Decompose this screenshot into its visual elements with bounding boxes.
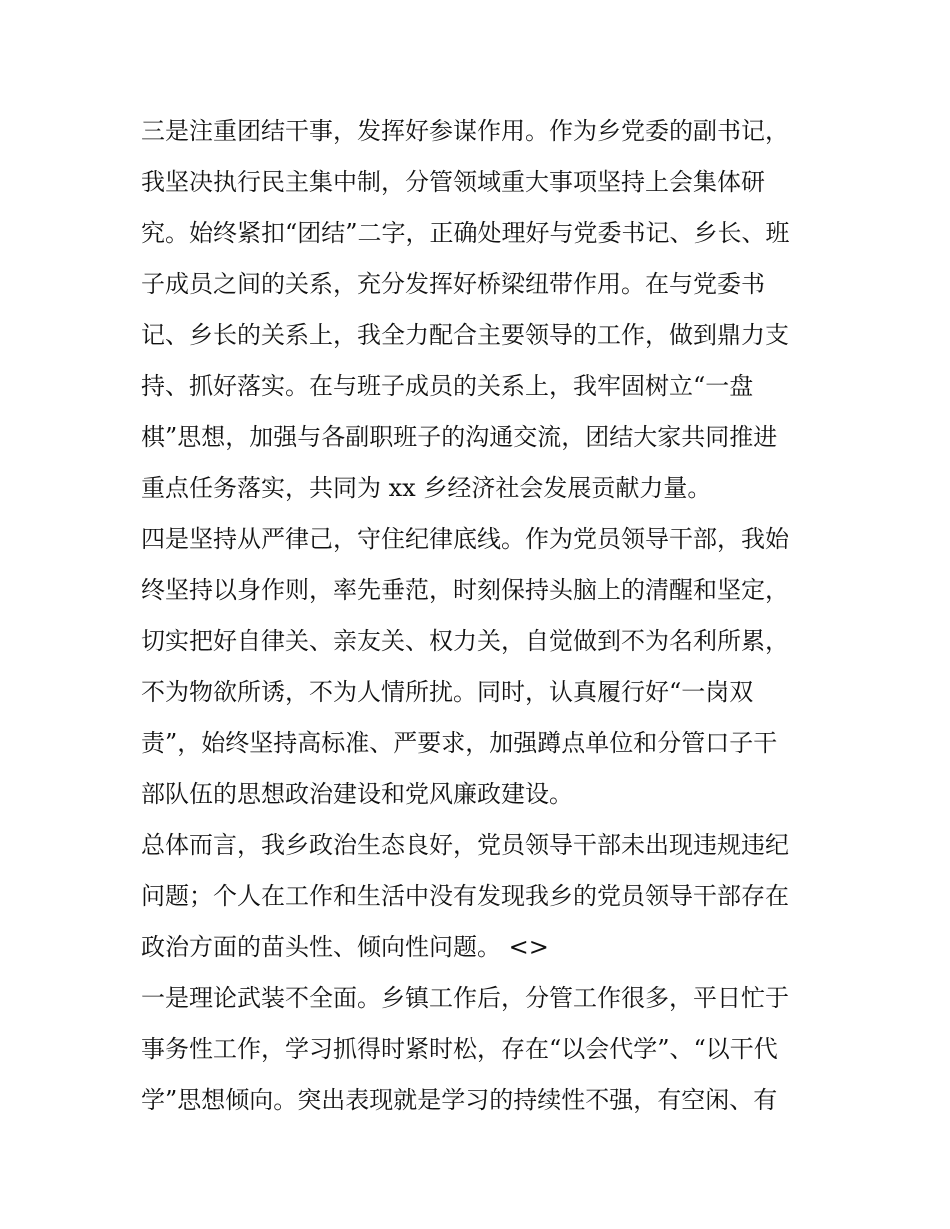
text-line: 政治方面的苗头性、倾向性问题。 <>: [141, 933, 549, 961]
text-line: 不为物欲所诱，不为人情所扰。同时，认真履行好“一岗双: [141, 678, 754, 706]
text-line: 四是坚持从严律己，守住纪律底线。作为党员领导干部，我始: [141, 525, 789, 553]
text-line: 终坚持以身作则，率先垂范，时刻保持头脑上的清醒和坚定，: [141, 576, 789, 604]
text-line: 事务性工作，学习抓得时紧时松，存在“以会代学”、“以干代: [141, 1035, 778, 1063]
text-line: 总体而言，我乡政治生态良好，党员领导干部未出现违规违纪: [141, 831, 789, 859]
text-line: 责”，始终坚持高标准、严要求，加强蹲点单位和分管口子干: [141, 729, 778, 757]
text-line: 记、乡长的关系上，我全力配合主要领导的工作，做到鼎力支: [141, 321, 789, 349]
text-line: 问题；个人在工作和生活中没有发现我乡的党员领导干部存在: [141, 882, 789, 910]
text-line: 持、抓好落实。在与班子成员的关系上，我牢固树立“一盘: [141, 372, 754, 400]
text-line: 棋”思想，加强与各副职班子的沟通交流，团结大家共同推进: [141, 423, 778, 451]
text-line: 三是注重团结干事，发挥好参谋作用。作为乡党委的副书记，: [141, 117, 789, 145]
text-line: 一是理论武装不全面。乡镇工作后，分管工作很多，平日忙于: [141, 984, 789, 1012]
text-line: 子成员之间的关系，充分发挥好桥梁纽带作用。在与党委书: [141, 270, 765, 298]
text-line: 学”思想倾向。突出表现就是学习的持续性不强，有空闲、有: [141, 1086, 778, 1114]
text-line: 部队伍的思想政治建设和党风廉政建设。: [141, 780, 573, 808]
text-line: 重点任务落实，共同为 xx 乡经济社会发展贡献力量。: [141, 474, 712, 502]
text-line: 切实把好自律关、亲友关、权力关，自觉做到不为名利所累，: [141, 627, 789, 655]
document-body: [141, 106, 821, 1126]
text-line: 我坚决执行民主集中制，分管领域重大事项坚持上会集体研: [141, 168, 765, 196]
text-line: 究。始终紧扣“团结”二字，正确处理好与党委书记、乡长、班: [141, 219, 790, 247]
